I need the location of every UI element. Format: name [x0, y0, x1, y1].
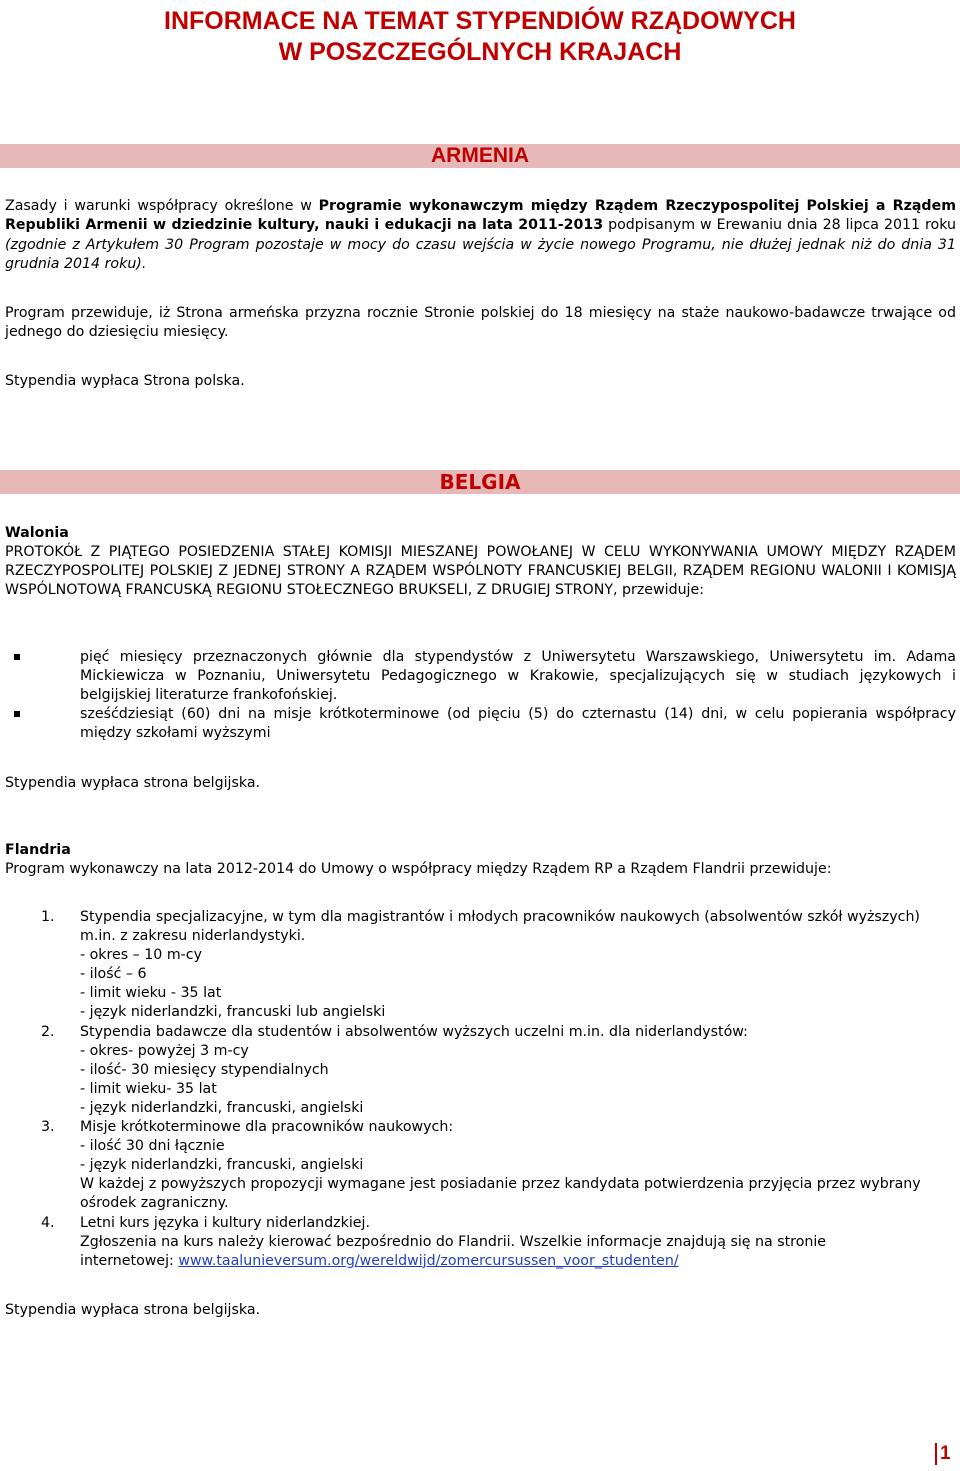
list-line: - ilość- 30 miesięcy stypendialnych — [80, 1061, 329, 1078]
flandria-payer: Stypendia wypłaca strona belgijska. — [5, 1302, 261, 1318]
flandria-intro: Program wykonawczy na lata 2012-2014 do Umowy o współpracy między Rządem RP a Rządem Flandrii przewiduje: — [5, 861, 832, 877]
armenia-paragraph-2: Program przewiduje, iż Strona armeńska przyzna rocznie Stronie polskiej do 18 miesięcy na staże naukowo-badawcze trwające od jednego do dziesięciu miesięcy. — [5, 305, 956, 341]
list-line: - ilość – 6 — [80, 966, 147, 983]
list-item-text: pięć miesięcy przeznaczonych głównie dla stypendystów z Uniwersytetu Warszawskiego, Uniwersytetu im. Adama Mickiewicza w Poznaniu, Uniwersytetu Pedagogicznego w Krakowie, specjalizujących się w studiach językowych i belgijskiej literaturze frankofońskiej. — [80, 649, 956, 703]
list-line: Stypendia specjalizacyjne, w tym dla magistrantów i młodych pracowników naukowych (absolwentów szkół wyższych) m.in. z zakresu niderlandystyki. — [80, 909, 920, 945]
section-heading-belgia: BELGIA — [0, 470, 960, 494]
list-item-text: sześćdziesiąt (60) dni na misje krótkoterminowe (od pięciu (5) do czternastu (14) dni, w celu popierania współpracy między szkołami wyższymi — [80, 706, 956, 741]
list-item — [5, 1214, 956, 1271]
walonia-subheading: Walonia — [5, 525, 69, 541]
list-item — [5, 908, 956, 1023]
link-prefix: internetowej: — [80, 1252, 179, 1269]
list-line: - okres- powyżej 3 m-cy — [80, 1042, 249, 1059]
walonia-bullet-list — [5, 648, 956, 743]
list-number: 1. — [41, 909, 55, 925]
list-line: Stypendia badawcze dla studentów i absolwentów wyższych uczelni m.in. dla niderlandystów: — [80, 1023, 748, 1040]
list-line: Letni kurs języka i kultury niderlandzkiej. — [80, 1214, 370, 1231]
square-bullet-icon — [14, 654, 20, 660]
section-heading-armenia: ARMENIA — [0, 144, 960, 168]
armenia-p1-intro: Zasady i warunki współpracy określone w — [5, 198, 319, 214]
list-item — [5, 648, 956, 705]
list-number: 3. — [41, 1119, 55, 1136]
list-line: - język niderlandzki, francuski, angielski — [80, 1099, 364, 1116]
list-line: - język niderlandzki, francuski, angielski — [80, 1157, 364, 1174]
list-item — [5, 1023, 956, 1118]
square-bullet-icon — [14, 711, 20, 717]
list-line: - okres – 10 m-cy — [80, 947, 202, 964]
page-number: 1 — [935, 1443, 951, 1465]
armenia-paragraph-3: Stypendia wypłaca Strona polska. — [5, 373, 245, 389]
list-line: - limit wieku- 35 lat — [80, 1080, 217, 1097]
list-line: - ilość 30 dni łącznie — [80, 1138, 225, 1155]
flandria-subheading: Flandria — [5, 842, 71, 858]
walonia-protocol: PROTOKÓŁ Z PIĄTEGO POSIEDZENIA STAŁEJ KOMISJI MIESZANEJ POWOŁANEJ W CELU WYKONYWANIA UMOWY MIĘDZY RZĄDEM RZECZYPOSPOLITEJ POLSKIEJ Z JEDNEJ STRONY A RZĄDEM WSPÓLNOTY FRANCUSKIEJ BELGII, RZĄDEM REGIONU WALONII I KOMISJĄ WSPÓLNOTOWĄ FRANCUSKĄ REGIONU STOŁECZNEGO BRUKSELI, Z DRUGIEJ STRONY, przewiduje: — [5, 544, 956, 598]
list-line: Zgłoszenia na kurs należy kierować bezpośrednio do Flandrii. Wszelkie informacje znajdują się na stronie — [80, 1233, 827, 1250]
title-line-2: W POSZCZEGÓLNYCH KRAJACH — [278, 38, 682, 66]
list-line: Misje krótkoterminowe dla pracowników naukowych: — [80, 1119, 454, 1136]
flandria-numbered-list — [5, 908, 956, 1271]
list-number: 2. — [41, 1023, 55, 1040]
taalunieversum-link[interactable]: www.taalunieversum.org/wereldwijd/zomercursussen_voor_studenten/ — [178, 1252, 679, 1269]
list-line: - język niderlandzki, francuski lub angielski — [80, 1004, 386, 1021]
list-item — [5, 1118, 956, 1213]
document-title — [0, 6, 960, 68]
list-line-with-link — [80, 1252, 956, 1271]
armenia-paragraph-1 — [5, 197, 956, 274]
list-item — [5, 705, 956, 743]
armenia-p1-signed: podpisanym w Erewaniu dnia 28 lipca 2011 roku — [603, 217, 957, 234]
walonia-payer: Stypendia wypłaca strona belgijska. — [5, 775, 261, 791]
title-line-1: INFORMACE NA TEMAT STYPENDIÓW RZĄDOWYCH — [164, 7, 796, 35]
list-line: W każdej z powyższych propozycji wymagane jest posiadanie przez kandydata potwierdzenia przyjęcia przez wybrany ośrodek zagraniczny. — [80, 1176, 921, 1212]
list-number: 4. — [41, 1214, 55, 1231]
list-line: - limit wieku - 35 lat — [80, 985, 222, 1002]
armenia-program-title: Programie wykonawczym między Rządem Rzeczypospolitej Polskiej a Rządem Republiki Armenii w dziedzinie kultury, nauki i edukacji na lata 2011-2013 — [5, 198, 956, 234]
armenia-p1-note: (zgodnie z Artykułem 30 Program pozostaje w mocy do czasu wejścia w życie nowego Programu, nie dłużej jednak niż do dnia 31 grudnia 2014 roku). — [5, 236, 956, 272]
